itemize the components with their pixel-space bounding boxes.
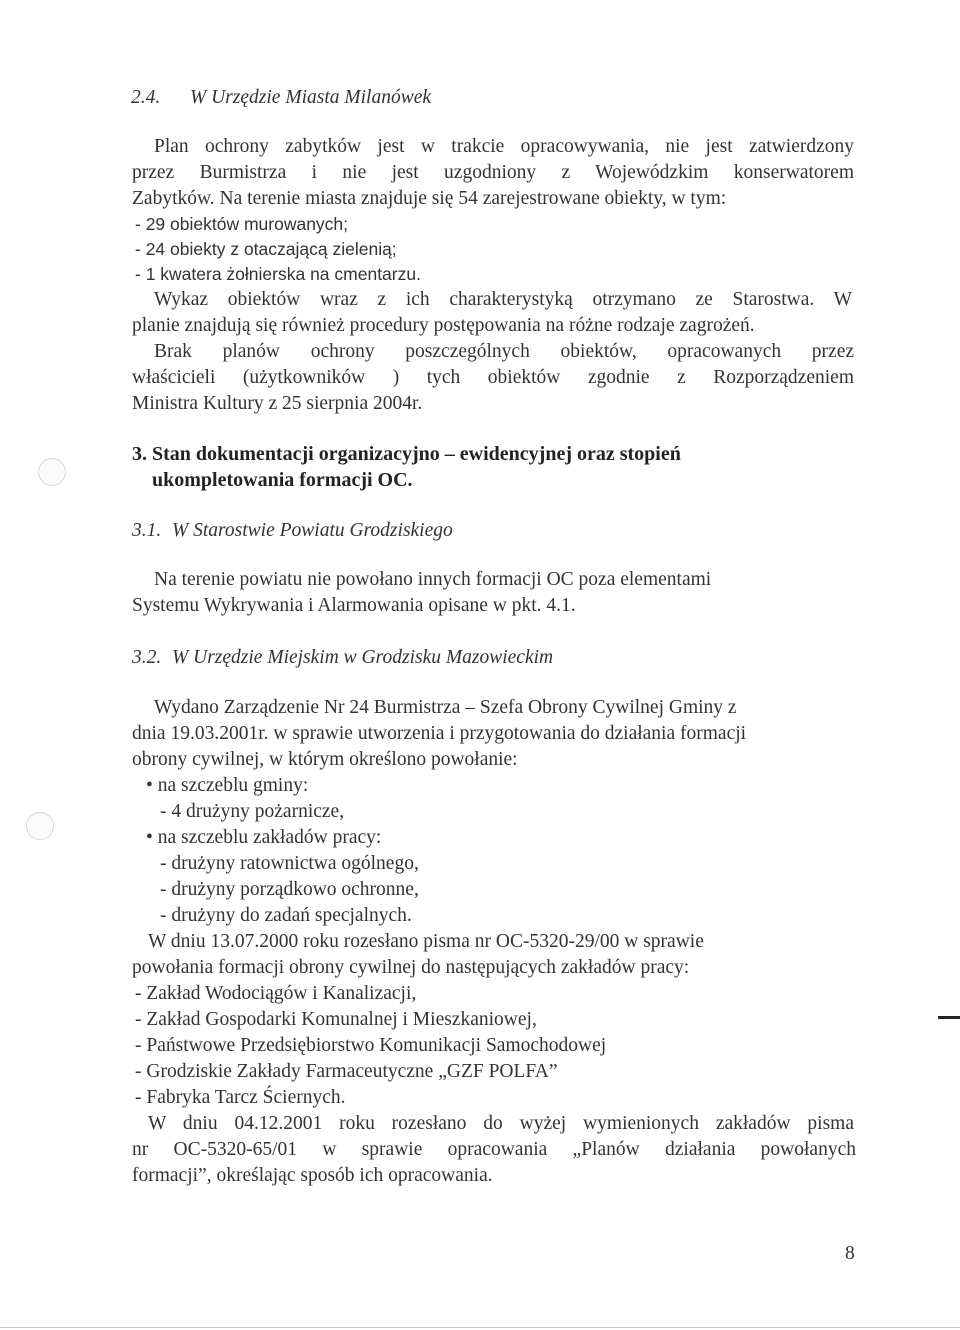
list-item: - Fabryka Tarcz Ściernych. <box>135 1087 346 1108</box>
punch-hole-bottom <box>26 812 54 840</box>
paragraph-line: przez Burmistrza i nie jest uzgodniony z Wojewódzkim konserwatorem <box>132 162 854 183</box>
list-item: - Zakład Wodociągów i Kanalizacji, <box>135 983 417 1004</box>
section-3-heading: 3. Stan dokumentacji organizacyjno – ewidencyjnej oraz stopień <box>132 443 681 465</box>
paragraph-line: powołania formacji obrony cywilnej do następujących zakładów pracy: <box>132 957 690 978</box>
section-3-1-title: W Starostwie Powiatu Grodziskiego <box>172 520 453 541</box>
paragraph-line: Brak planów ochrony poszczególnych obiektów, opracowanych przez <box>154 341 854 362</box>
paragraph-line: Zabytków. Na terenie miasta znajduje się 54 zarejestrowane obiekty, w tym: <box>132 188 727 209</box>
page-number: 8 <box>845 1243 855 1264</box>
scan-edge <box>0 1327 960 1328</box>
list-item: - drużyny do zadań specjalnych. <box>160 905 412 926</box>
list-item: - drużyny porządkowo ochronne, <box>160 879 419 900</box>
paragraph-line: Plan ochrony zabytków jest w trakcie opracowywania, nie jest zatwierdzony <box>154 136 854 157</box>
list-item: - 1 kwatera żołnierska na cmentarzu. <box>135 264 421 284</box>
list-item: - 4 drużyny pożarnicze, <box>160 801 345 822</box>
section-2-4-number: 2.4. <box>131 87 161 108</box>
paragraph-line: Ministra Kultury z 25 sierpnia 2004r. <box>132 393 423 414</box>
paragraph-line: nr OC-5320-65/01 w sprawie opracowania „Planów działania powołanych <box>132 1139 856 1160</box>
paragraph-line: Systemu Wykrywania i Alarmowania opisane w pkt. 4.1. <box>132 595 576 616</box>
paragraph-line: dnia 19.03.2001r. w sprawie utworzenia i przygotowania do działania formacji <box>132 723 747 744</box>
paragraph-line: Na terenie powiatu nie powołano innych formacji OC poza elementami <box>154 569 712 590</box>
section-3-2-title: W Urzędzie Miejskim w Grodzisku Mazowieckim <box>172 647 554 668</box>
list-item: - Zakład Gospodarki Komunalnej i Mieszkaniowej, <box>135 1009 537 1030</box>
list-item: - 29 obiektów murowanych; <box>135 214 349 234</box>
section-3-heading-cont: ukompletowania formacji OC. <box>152 469 413 491</box>
list-item: - Państwowe Przedsiębiorstwo Komunikacji Samochodowej <box>135 1035 607 1056</box>
bullet-item: • na szczeblu zakładów pracy: <box>146 827 382 848</box>
section-3-2-number: 3.2. <box>132 647 162 668</box>
bullet-item: • na szczeblu gminy: <box>146 775 309 796</box>
list-item: - drużyny ratownictwa ogólnego, <box>160 853 419 874</box>
paragraph-line: formacji”, określając sposób ich opracowania. <box>132 1165 493 1186</box>
paragraph-line: W dniu 13.07.2000 roku rozesłano pisma nr OC-5320-29/00 w sprawie <box>148 931 704 952</box>
section-2-4-title: W Urzędzie Miasta Milanówek <box>190 87 432 108</box>
paragraph-line: obrony cywilnej, w którym określono powołanie: <box>132 749 518 770</box>
paragraph-line: planie znajdują się również procedury postępowania na różne rodzaje zagrożeń. <box>132 315 755 336</box>
list-item: - Grodziskie Zakłady Farmaceutyczne „GZF POLFA” <box>135 1061 558 1082</box>
section-3-1-number: 3.1. <box>132 520 162 541</box>
list-item: - 24 obiekty z otaczającą zielenią; <box>135 239 397 259</box>
paragraph-line: Wykaz obiektów wraz z ich charakterystyką otrzymano ze Starostwa. W <box>154 289 852 310</box>
punch-hole-top <box>38 458 66 486</box>
edge-mark <box>938 1016 960 1019</box>
paragraph-line: Wydano Zarządzenie Nr 24 Burmistrza – Szefa Obrony Cywilnej Gminy z <box>154 697 737 718</box>
paragraph-line: W dniu 04.12.2001 roku rozesłano do wyżej wymienionych zakładów pisma <box>148 1113 854 1134</box>
paragraph-line: właścicieli (użytkowników ) tych obiektów zgodnie z Rozporządzeniem <box>132 367 854 388</box>
